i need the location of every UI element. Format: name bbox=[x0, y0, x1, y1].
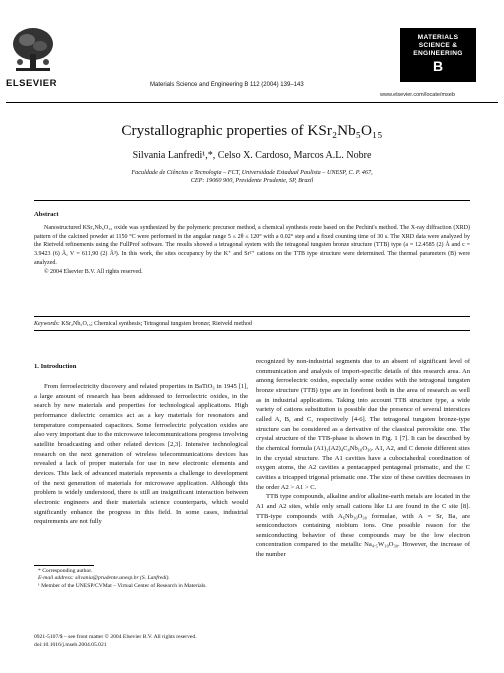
left-column bbox=[34, 382, 248, 527]
doi-link[interactable]: doi:10.1016/j.mseb.2004.05.021 bbox=[34, 642, 107, 648]
abstract-divider bbox=[34, 316, 470, 317]
abstract-body bbox=[34, 224, 470, 276]
intro-paragraph: TTB type compounds, alkaline and/or alkaline-earth metals are located in the A1 and A2 sites, while only small cations like Li are found in the C site [8]. TTB-type compounds with A₆Nb₁₀O₃₀ formulae, with A = Sr, Ba, are semiconductors containing niobium ions. One possible reason for the semiconducting behavior of these compounds may be the low electron concentration compared to the metallic Na₄.₅W₁₀O₃₀. However, the increase of the number bbox=[256, 493, 470, 559]
footnotes bbox=[34, 568, 248, 590]
abstract-text: Nanostructured KSr₂Nb₅O₁₅ oxide was synthesized by the polymeric precursor method, a chemical synthesis route based on the Pechini's method. The X-ray diffraction (XRD) pattern of the calcined powder at 1150 °C were performed in the angular range 5 ≤ 2θ ≤ 120° with a 0.02° step and a fixed counting time of 30 s. The XRD data were analyzed by the Rietveld refinements using the FullProf software. The results showed a tetragonal system with the tetragonal tungsten bronze structure (TTB) type (a = 12.4585 (2) Å and c = 3.9423 (6) Å, V = 611,90 (2) Å³). In this work, the sites occupancy by the K⁺ and Sr²⁺ cations on the TTB type structure were determined. The thermal parameters (B) were analyzed. bbox=[34, 225, 470, 266]
elsevier-tree-logo bbox=[10, 26, 56, 74]
footnote-member: ¹ Member of the UNESP/CVMat – Virtual Center of Research in Materials. bbox=[38, 582, 207, 589]
keywords-text: KSr₂Nb₅O₁₅; Chemical synthesis; Tetragonal tungsten bronze; Rietveld method bbox=[61, 321, 252, 327]
keywords-line bbox=[34, 321, 252, 327]
footnote-divider bbox=[34, 565, 94, 566]
affiliation-line: CEP: 19060 900, Presidente Prudente, SP, Brazil bbox=[190, 177, 314, 184]
abstract-heading: Abstract bbox=[34, 211, 59, 218]
intro-paragraph: From ferroelectricity discovery and related properties in BaTiO₃ in 1945 [1], a large amount of research has been addressed to ferroelectric oxides, in the search by new materials and properties for technological applications. High performance dielectric ceramics act as a key materials for resonators and temperature compensated capacitors. Some ferroelectric polycation oxides are also very important due to the microwave telecommunications progress involving satellite broadcasting and other related devices [2,3]. Intensive technological research on the next generation of wireless telecommunications devices has revealed a lack of proper materials for use in new electronic elements and devices. This lack of advanced materials represents a challenge to development of the next generation of materials for microwave application. Although this problem is widely understood, there is still an insignificant interaction between electronic engineers and their materials science counterparts, which would significantly enhance the progress in this field. In some cases, industrial requirements are not fully bbox=[34, 383, 248, 526]
paper-title: Crystallographic properties of KSr₂Nb₅O₁₅ bbox=[121, 122, 383, 139]
journal-url-link[interactable]: www.elsevier.com/locate/mseb bbox=[380, 92, 455, 98]
keywords-label: Keywords: bbox=[34, 321, 60, 327]
journal-emblem bbox=[400, 28, 476, 82]
author-affiliation bbox=[0, 169, 504, 185]
footnote-corresponding: * Corresponding author. bbox=[38, 568, 93, 574]
abstract-copyright: © 2004 Elsevier B.V. All rights reserved. bbox=[44, 268, 143, 275]
author-list: Silvania Lanfredi¹,*, Celso X. Cardoso, Marcos A.L. Nobre bbox=[132, 150, 372, 161]
intro-paragraph: recognized by non-industrial segments due to an absent of significant level of communication and analysis of import-specific details of this research area. An among ferroelectric oxides, especially some oxides with the tetragonal tungsten bronze structure (TTB) type are in forefront both in the area of research as well as in industrial applications. Taking into account TTB structure type, a wide variety of cations substitution is possible due the presence of several interstices called A, B, and C, respectively [4-6]. The tetragonal tungsten bronze-type structure can be considered as a derivative of the classical perovskite one. The crystal structure of the TTB-phase is shown in Fig. 1 [7]. It can be described by the chemical formula (A1)₂(A2)₄C₄Nb₁₀O₃₀. A1, A2, and C denote different sites in the crystal structure. The A1 cavities have a cuboctahedral coordination of oxygen atoms, the A2 cavities a pentacapped pentagonal prismatic, and the C cavities a tricapped trigonal prismatic one. The size of these cavities decreases in the order A2 > A1 > C. bbox=[256, 358, 470, 491]
section-heading: 1. Introduction bbox=[34, 363, 77, 370]
title-divider bbox=[34, 200, 470, 201]
publisher-name: ELSEVIER bbox=[6, 78, 57, 89]
header-divider bbox=[6, 102, 498, 103]
footnote-email[interactable]: E-mail address: silvania@prudente.unesp.br (S. Lanfredi). bbox=[38, 575, 170, 582]
journal-emblem-line: SCIENCE & bbox=[418, 42, 458, 49]
journal-emblem-line: MATERIALS bbox=[417, 34, 459, 41]
issn-line: 0921-5107/$ – see front matter © 2004 Elsevier B.V. All rights reserved. bbox=[34, 634, 197, 640]
keywords-divider bbox=[34, 330, 470, 331]
journal-citation: Materials Science and Engineering B 112 (2004) 139–143 bbox=[150, 82, 304, 88]
right-column bbox=[256, 357, 470, 560]
journal-emblem-line: ENGINEERING bbox=[413, 50, 463, 57]
issn-doi-block bbox=[34, 633, 197, 649]
affiliation-line: Faculdade de Ciências e Tecnologia – FCT, Universidade Estadual Paulista – UNESP, C. P. 467, bbox=[131, 169, 373, 176]
journal-emblem-letter: B bbox=[432, 58, 444, 74]
